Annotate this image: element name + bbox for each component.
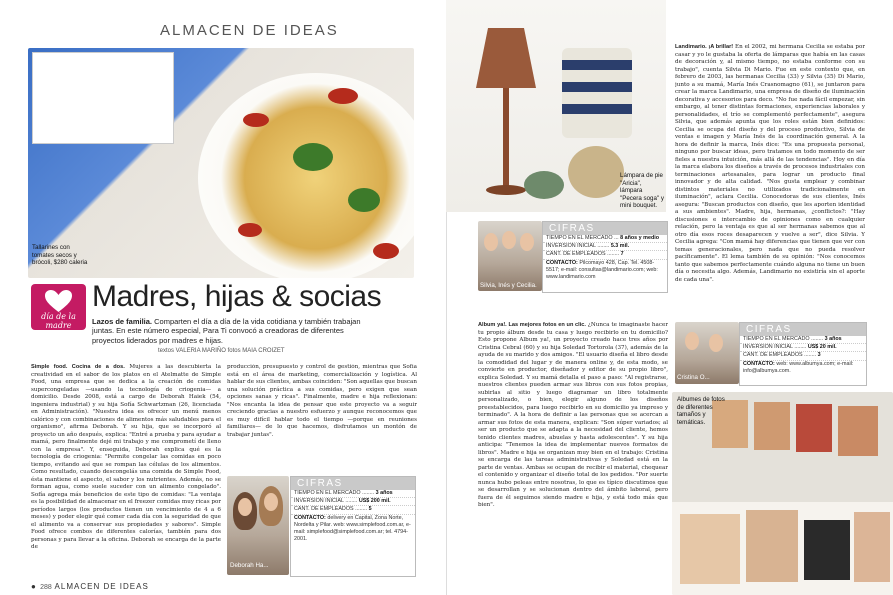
cifras-value: 3 años [824, 336, 842, 342]
article-intro [92, 317, 362, 345]
lamp-caption: Lámpara de pie "Aricia", lámpara "Pecera soga" y mini bouquet. [620, 172, 664, 210]
cifras-box-album-ya [739, 322, 867, 386]
cifras-value: 5 [368, 506, 372, 513]
contact-text: web: www.albumya.com; e-mail: info@albumya.com. [743, 360, 854, 374]
broccoli [293, 143, 333, 171]
column-simple-food [31, 364, 221, 576]
landimario-people-photo [478, 221, 542, 291]
albums-caption: Albumes de fotos de diferentes tamaños y temáticas. [677, 396, 725, 426]
column-simple-food-cont [227, 364, 417, 460]
column-text: En el 2002, mi hermana Cecilia se estaba por casar y yo le gustaba la oferta de lámparas que había en las casas de decoración y, al mismo tiempo, no estaba conforme con su trabajo", cuenta Silvia Di Mario. Fue en este contexto que, en febrero de 2003, las hermanas Cecilia (33) y Silvia (35) Di Mario, junto a su mamá, María Inés Crasnomagno (61), se juntaron para crear la marca Landimario, una empresa de diseño de iluminación decorativa y accesorios para deco. "No fue nada fácil empezar, sin embargo, al tener distintas formaciones, experiencias laborales y personalidades, el trío se complementó perfectamente", asegura Silvia, que además apunta que los roles están bien definidos: Cecilia se ocupa del diseño y del proceso productivo, Silvia de ventas e imagen y María Inés de la coordinación general. A la hora de definir la marca, Inés dice: "Es una propuesta personal, ninguno por buscar ideas, pero tratamos en todo momento de ser fieles a nuestra intuición, más allá de las tendencias". Hoy en día la marca elabora los diseños a través de procesos industriales con terminaciones artesanales, para lograr un producto final innovador y de alta calidad. "Nos gusta emplear y combinar distintos materiales no utilizados tradicionalmente en iluminación", aclara Cecilia. Conocedoras de sus clientes, Inés asegura: "Buscan productos con diseño, que les aporten identidad a sus ambientes". Madre, hija, hermanas, ¿conflictos?: "Hay discusiones e intercambio de opiniones como en cualquier relación, pero la ventaja es que al ser hermanas sabemos que al otro día esos roces desaparecen y vuelve a ser", dice Silvia. Y Cecilia agrega: "Con mamá hay diferencias que tienen que ver con temas generacionales, pero nada que no pueda resolver pacíficamente". El lema también de su opinión: "Nos conocemos tanto que sabemos perfectamente cuándo alguna no tiene un buen día o necesita algo. Además, Landimario no existiría sin el aporte de cada una". [675, 44, 865, 283]
cifras-label: TIEMPO EN EL MERCADO [743, 336, 810, 342]
column-lead: Landimario. ¡A brillar! [675, 44, 734, 50]
cifras-label: INVERSION INICIAL [294, 498, 344, 505]
mothers-day-logo [31, 284, 86, 330]
cifras-value: 7 [620, 251, 624, 258]
column-album-ya [478, 322, 668, 512]
contact-label: CONTACTO: [294, 514, 326, 521]
cifras-row: TIEMPO EN EL MERCADO ........ 3 años [291, 490, 415, 498]
column-landimario [675, 44, 865, 312]
cifras-label: TIEMPO EN EL MERCADO [294, 490, 361, 496]
face [502, 231, 516, 249]
heart-icon [44, 289, 73, 313]
face [709, 334, 723, 352]
column-text: producción, presupuesto y control de gestión, mientras que Sofía está en el área de marketing, comercialización y logística. Al hablar de sus clientes, ambas coinciden: "Son aquellas que buscan una solución práctica a sus comidas, pero exigen que sean opciones sanas y ricas". Finalmente, madre e hija reflexionan: "Nos encanta la idea de pensar que este proyecto va a seguir creciendo gracias a nuestro esfuerzo y aunque reconocemos que es muy difícil hablar todo el tiempo —porque en reuniones familiares— de lo que hacemos, disfrutamos un montón de trabajar juntas". [227, 364, 417, 438]
column-lead: Album ya!. Las mejores fotos en un clic. [478, 322, 586, 328]
cifras-row: INVERSION INICIAL ........ US$ 20 mil. [740, 344, 866, 352]
cifras-row: TIEMPO EN EL MERCADO ........ 3 años [740, 336, 866, 344]
intro-lead: Lazos de familia. [92, 317, 153, 326]
album-people-photo [675, 322, 739, 384]
cifras-heading: CIFRAS [291, 477, 415, 490]
cifras-label: INVERSION INICIAL [546, 243, 596, 250]
contact-text: delivery en Capital, Zona Norte, Nordelta y Pilar. web: www.simplefood.com.ar, e-mail: simplefood@simplefood.com.ar; tel. 4794-2001. [294, 514, 411, 543]
article-title: Madres, hijas & socias [92, 280, 382, 313]
simple-food-people-photo [227, 476, 289, 575]
lamp-photo [446, 0, 666, 212]
cifras-value: US$ 200 mil. [358, 498, 391, 505]
cifras-row: INVERSION INICIAL ........ US$ 200 mil. [291, 498, 415, 506]
contact-label: CONTACTO: [546, 259, 578, 266]
cifras-label: TIEMPO EN EL MERCADO [546, 235, 613, 241]
cifras-contact [740, 361, 866, 375]
cifras-row: CANT. DE EMPLEADOS ........ 5 [291, 506, 415, 514]
cifras-label: CANT. DE EMPLEADOS [294, 506, 354, 513]
cifras-box-landimario [542, 221, 668, 293]
cifras-contact [543, 260, 667, 282]
tomato-slice [373, 243, 399, 259]
cifras-value: 3 años [375, 490, 393, 496]
cifras-row: CANT. DE EMPLEADOS ........ 3 [740, 352, 866, 360]
tomato-slice [243, 113, 269, 127]
cifras-row: CANT. DE EMPLEADOS ........ 7 [543, 251, 667, 259]
cifras-row: TIEMPO EN EL MERCADO ... 8 años y medio [543, 235, 667, 243]
tomato-slice [328, 88, 358, 104]
contact-label: CONTACTO: [743, 360, 775, 367]
broccoli [348, 188, 380, 212]
column-text: ¿Nunca te imaginaste hacer tu propio álbum desde tu casa y luego recibirlo en tu domicilio? Esto propone Album ya!, un proyecto creado hace tres años por Cristina Cebral (60) y su hija Soledad Tortorola (37), además de la ayuda de su marido y dos amigos. "El usuario diseña el libro desde la comodidad del lugar y de manera online y, de esta modo, se convierte en productor, diseñador y editor de su propio libro", explica Soledad. Y su mamá detalla el paso a paso: "Al registrarse, nuestros clientes pueden armar sus libros con sus fotos propias, subirlas al sitio y luego diagramar un libro totalmente personalizado, o bien, elegir alguno de los diseños preestablecidos, para luego recibirlo en su domicilio ya impreso y terminado". A la hora de definir a las personas que se acercan a armar sus fotos de esta manera, explican: "Son súper variados; al ser un producto que se adapta a la necesidad del cliente, hemos tenido clientes madres, abuelas y hasta adolescentes". Y su hija anticipa: "Tenemos la idea de implementar nuevos formatos de libros". Madre e hija se organizan muy bien en el trabajo: Cristina se encarga de las tareas administrativas y Soledad está en la parte de ventas. Ambas se ocupan de recibir el material, chequear el contenido y organizar el diseño total de los pedidos. "Por suerte nunca hubo peleas entre nosotras, lo que es típico discutimos que se desarrollan y se solucionan dentro del ámbito laboral, pero fuera de él seguimos siendo madre e hija, y está todo más que bien". [478, 322, 668, 508]
cifras-value: 3 [817, 352, 821, 359]
intro-text: Comparten el día a día de la vida cotidiana y también trabajan juntas. En este número especial, Para Ti convocó a creadoras de diferentes proyectos liderados por madres e hijas. [92, 317, 361, 345]
people-caption: Deborah Ha... [230, 562, 269, 569]
cifras-heading: CIFRAS [543, 222, 667, 235]
photo-albums-image [672, 392, 893, 595]
cifras-box-simple-food [290, 476, 416, 577]
face [484, 233, 498, 251]
cifras-value: US$ 20 mil. [807, 344, 837, 351]
cifras-value: 8 años y medio [620, 235, 660, 241]
cifras-label: CANT. DE EMPLEADOS [743, 352, 803, 359]
food-photo [28, 48, 414, 278]
column-text: Mujeres a las descubierta la creatividad en el sabor de los platos en el Atelmatte de Simple Food, una empresa que se dedica a la creación de comidas supercongeladas —usando la tecnología de criogenia— a domicilio. Desde 2008, está a cargo de Deborah Haiek (54, ingeniera industrial) y su hija Sofía Schwartzman (26, licenciada en Administración). "Nuestra idea es ofrecer un menú menos calórico y con combinaciones de alimentos más saludables para el organismo", afirma Deborah. Y su hija, que se incorporó al proyecto un año después, explica: "Entré a prueba y para ayudar a mamá, pero finalmente dejé mi trabajo y me comprometí de lleno con la empresa". Y, enseguida, Deborah explica qué es la tecnología de criogenia: "Permite congelar las comidas en poco tiempo, evitando así que se rompan las células de los alimentos. Como resultado, cuando descongelás una comida de Simple Food, ésta mantiene el aspecto, el sabor y los nutrientes. Además, no se forman agua, como suele suceder con un alimento congelado". Sofía agrega más beneficios de este tipo de comidas: "La ventaja es la posibilidad de almacenar en el freezer comidas muy ricas por períodos largos (los productos tienen un vencimiento de 4 a 6 meses) y poder elegir qué comer cada día con la seguridad de que el alimento va a conservar sus propiedades y sabores". Simple Food ofrece combos de diferentes calorías, también para dos personas y para llevar a la oficina. Deborah se encarga de la parte de [31, 364, 221, 550]
people-caption: Cristina O... [677, 374, 710, 381]
column-lead: Simple food. Cocina de a dos. [31, 364, 125, 370]
footer-bullet-icon: ● [31, 582, 37, 591]
cifras-label: CANT. DE EMPLEADOS [546, 251, 606, 258]
cifras-label: INVERSION INICIAL [743, 344, 793, 351]
cifras-row: INVERSION INICIAL ........ 5.3 mil. [543, 243, 667, 251]
cifras-contact [291, 515, 415, 544]
food-caption: Tallarines con tomates secos y brócoli, $280 caleria [32, 244, 88, 267]
face [238, 498, 252, 516]
contact-text: Pilcomayo 428, Cap. Tel. 4508-5517; e-mail: consultas@landimario.com; web: www.landimario.com [546, 259, 658, 281]
page-footer [31, 582, 149, 591]
article-credits: textos VALERIA MARIÑO fotos MAIA CROIZET [158, 348, 285, 354]
section-header: ALMACEN DE IDEAS [160, 22, 339, 39]
page-number: 288 [40, 584, 52, 591]
face [685, 332, 699, 350]
logo-text: día de la madre [41, 312, 76, 330]
cifras-heading: CIFRAS [740, 323, 866, 336]
face [264, 493, 278, 511]
footer-section: ALMACEN DE IDEAS [54, 582, 149, 591]
tomato-slice [238, 223, 262, 237]
face [520, 233, 534, 251]
cifras-value: 5.3 mil. [610, 243, 630, 250]
food-package [32, 52, 174, 144]
people-caption: Silvia, Inés y Cecilia. [480, 282, 537, 289]
